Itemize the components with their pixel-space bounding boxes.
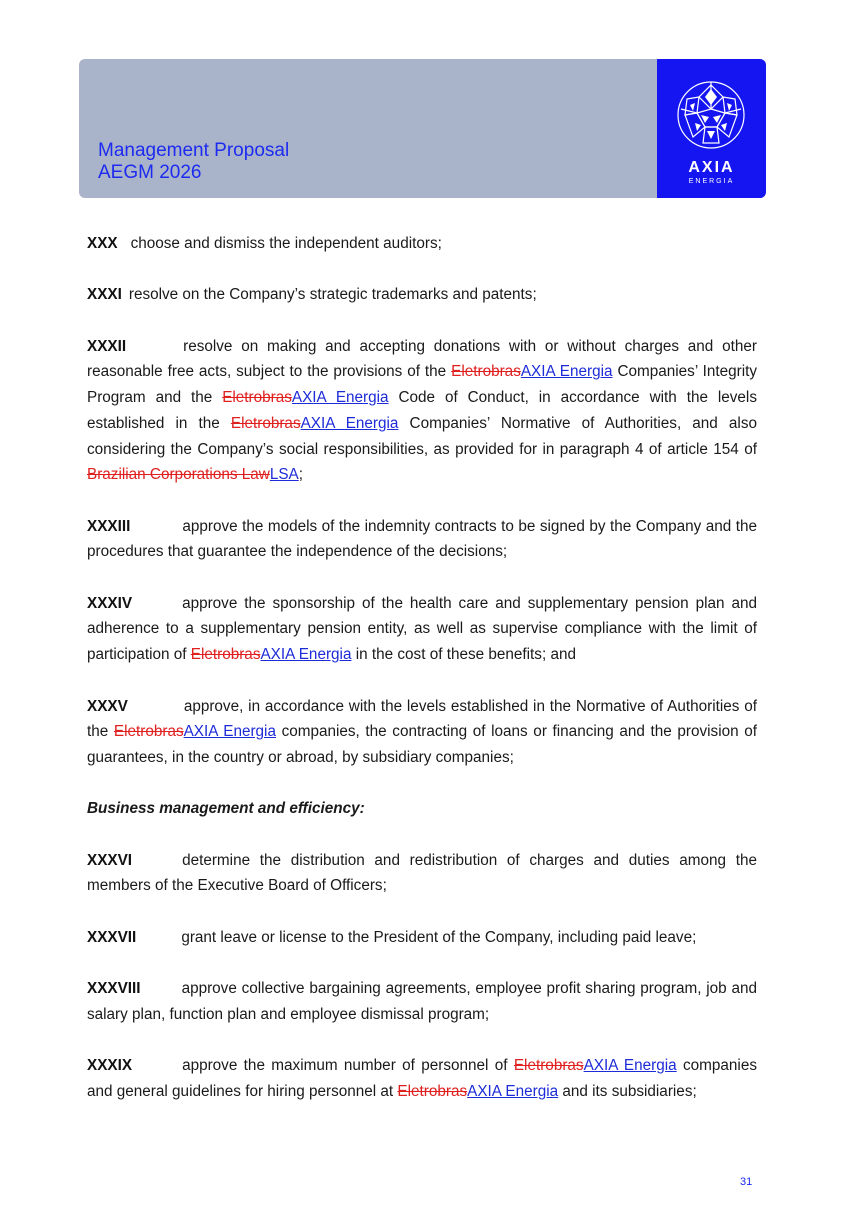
company-logo [657, 59, 766, 198]
clause-text: Companies’ Normative of Authorities, and also considering the Company’s social responsibilities, as provided for in paragraph 4 of article 154 of [87, 414, 757, 458]
deleted-text: Brazilian Corporations Law [87, 466, 270, 484]
clause-text: ; [298, 466, 303, 484]
clause-xxxiv [87, 591, 757, 668]
clause-text: approve collective bargaining agreements, employee profit sharing program, job and salary plan, function plan and employee dismissal program; [87, 980, 757, 1023]
clause-text: companies and general guidelines for hiring personnel at [87, 1057, 757, 1101]
clause-text: Code of Conduct, in accordance with the levels established in the [87, 389, 757, 432]
clause-xxxvi [87, 848, 757, 899]
clause-text: determine the distribution and redistribution of charges and duties among the members of the Executive Board of Officers; [87, 851, 757, 895]
document-title [98, 140, 289, 184]
inserted-text: AXIA Energia [520, 363, 613, 381]
clause-number: XXXIX [87, 1057, 133, 1075]
deleted-text: Eletrobras [222, 389, 292, 407]
inserted-text: AXIA Energia [300, 414, 399, 432]
clause-number: XXXII [87, 337, 127, 355]
clause-text: companies, the contracting of loans or financing and the provision of guarantees, in the country or abroad, by subsidiary companies; [87, 723, 757, 766]
clause-number: XXXV [87, 697, 128, 715]
clause-text: approve the models of the indemnity contracts to be signed by the Company and the procedures that guarantee the independence of the decisions; [87, 517, 757, 561]
deleted-text: Eletrobras [190, 646, 261, 664]
clause-number: XXXVII [87, 928, 137, 946]
clause-xxxviii [87, 976, 757, 1027]
clause-text: in the cost of these benefits; and [351, 646, 576, 664]
title-line-2: AEGM 2026 [98, 162, 202, 183]
clause-text: grant leave or license to the President of the Company, including paid leave; [181, 928, 697, 946]
title-line-1: Management Proposal [98, 140, 290, 161]
clause-text: choose and dismiss the independent auditors; [130, 235, 442, 252]
globe-logo-icon [657, 59, 766, 159]
document-body [87, 231, 757, 1130]
deleted-text: Eletrobras [230, 414, 301, 432]
page-number: 31 [740, 1176, 753, 1188]
clause-text: and its subsidiaries; [558, 1083, 697, 1101]
clause-number: XXXIV [87, 594, 133, 612]
inserted-text: AXIA Energia [183, 723, 276, 741]
logo-subtitle: ENERGIA [688, 178, 735, 185]
logo-wordmark: AXIA [688, 159, 735, 176]
clause-number: XXXVIII [87, 980, 141, 998]
clause-xxxvii [87, 925, 757, 951]
clause-xxxv [87, 694, 757, 771]
inserted-text: AXIA Energia [583, 1057, 677, 1075]
inserted-text: LSA [269, 466, 299, 484]
deleted-text: Eletrobras [451, 363, 521, 381]
clause-text: approve the sponsorship of the health care and supplementary pension plan and adherence to a supplementary pension entity, as well as supervise compliance with the limit of participation of [87, 594, 757, 664]
clause-text: Companies’ Integrity Program and the [87, 363, 757, 407]
deleted-text: Eletrobras [113, 723, 184, 741]
clause-text: approve, in accordance with the levels established in the Normative of Authorities of the [87, 697, 757, 741]
inserted-text: AXIA Energia [467, 1083, 559, 1101]
clause-text: resolve on making and accepting donations with or without charges and other reasonable free acts, subject to the provisions of the [87, 337, 757, 381]
deleted-text: Eletrobras [397, 1083, 468, 1101]
section-heading: Business management and efficiency: [87, 800, 365, 818]
inserted-text: AXIA Energia [260, 646, 352, 664]
clause-xxxi [87, 282, 757, 308]
inserted-text: AXIA Energia [291, 389, 389, 407]
clause-text: approve the maximum number of personnel of [182, 1057, 514, 1075]
clause-text: resolve on the Company’s strategic trademarks and patents; [128, 286, 537, 304]
clause-xxxii [87, 334, 757, 488]
clause-number: XXXVI [87, 851, 133, 869]
clause-xxxiii [87, 514, 757, 565]
clause-xxx [87, 231, 757, 257]
deleted-text: Eletrobras [513, 1057, 584, 1075]
clause-number: XXXIII [87, 517, 131, 535]
header-banner [79, 59, 657, 198]
clause-number: XXX [87, 235, 118, 252]
clause-number: XXXI [87, 286, 122, 304]
clause-xxxix [87, 1053, 757, 1104]
